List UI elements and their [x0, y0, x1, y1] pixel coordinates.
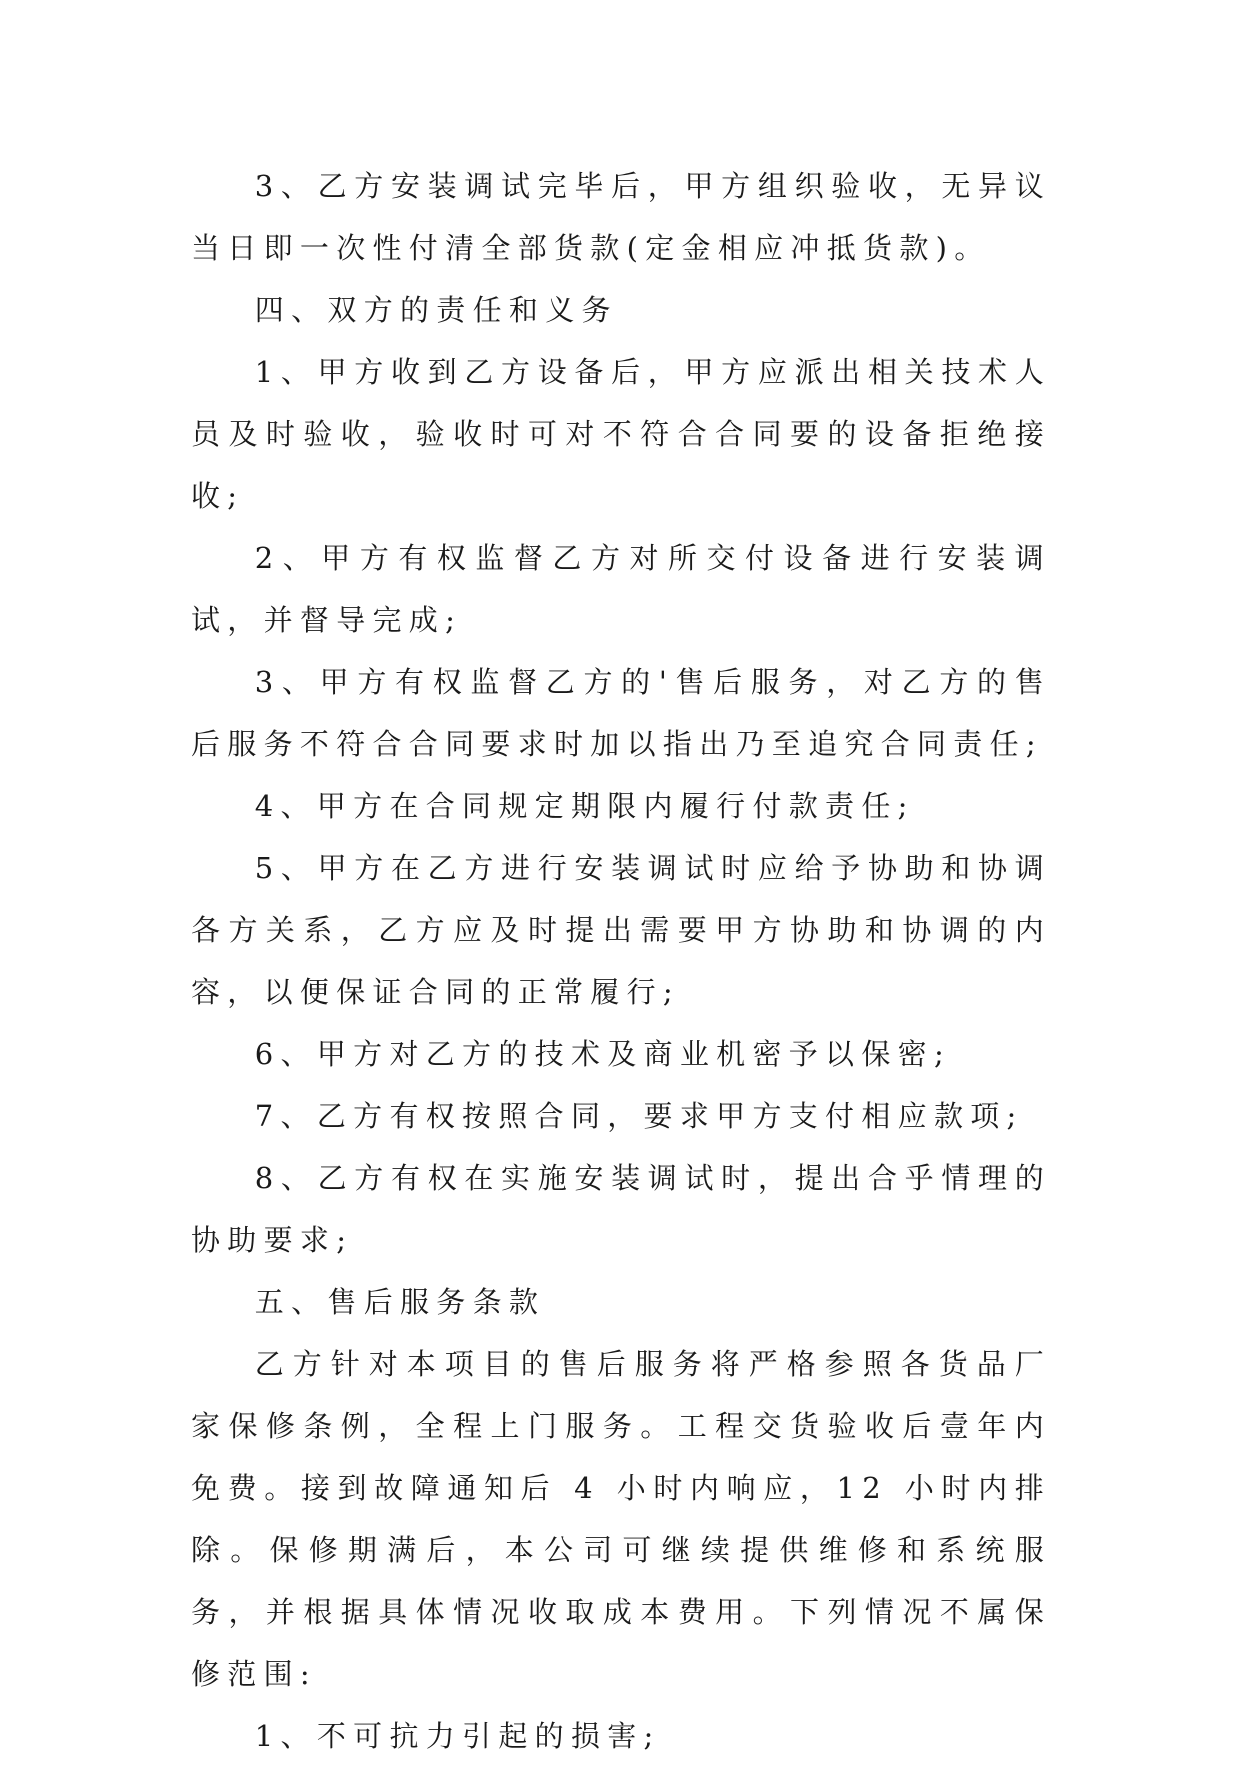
- paragraph-duty-6: 6、甲方对乙方的技术及商业机密予以保密;: [254, 1037, 952, 1071]
- paragraph-duty-5: 5、甲方在乙方进行安装调试时应给予协助和协调各方关系，乙方应及时提出需要甲方协助和协调的内容，以便保证合同的正常履行;: [191, 851, 1051, 1009]
- section-heading-after-sales: 五、售后服务条款: [254, 1285, 546, 1319]
- document-body: [191, 155, 1051, 1767]
- paragraph-duty-8: 8、乙方有权在实施安装调试时，提出合乎情理的协助要求;: [191, 1161, 1051, 1257]
- paragraph-payment-3: 3、乙方安装调试完毕后，甲方组织验收，无异议当日即一次性付清全部货款(定金相应冲抵货款)。: [191, 169, 1051, 265]
- paragraph-duty-3: 3、甲方有权监督乙方的'售后服务，对乙方的售后服务不符合合同要求时加以指出乃至追究合同责任;: [191, 665, 1051, 761]
- paragraph-after-sales-terms: 乙方针对本项目的售后服务将严格参照各货品厂家保修条例，全程上门服务。工程交货验收后壹年内免费。接到故障通知后 4 小时内响应，12 小时内排除。保修期满后，本公司可继续提供维修和系统服务，并根据具体情况收取成本费用。下列情况不属保修范围:: [191, 1347, 1051, 1691]
- paragraph-duty-4: 4、甲方在合同规定期限内履行付款责任;: [254, 789, 915, 823]
- paragraph-duty-2: 2、甲方有权监督乙方对所交付设备进行安装调试，并督导完成;: [191, 541, 1051, 637]
- paragraph-duty-7: 7、乙方有权按照合同，要求甲方支付相应款项;: [254, 1099, 1024, 1133]
- section-heading-responsibilities: 四、双方的责任和义务: [254, 293, 618, 327]
- paragraph-duty-1: 1、甲方收到乙方设备后，甲方应派出相关技术人员及时验收，验收时可对不符合合同要的设备拒绝接收;: [191, 355, 1051, 513]
- paragraph-exclusion-1: 1、不可抗力引起的损害;: [254, 1719, 661, 1753]
